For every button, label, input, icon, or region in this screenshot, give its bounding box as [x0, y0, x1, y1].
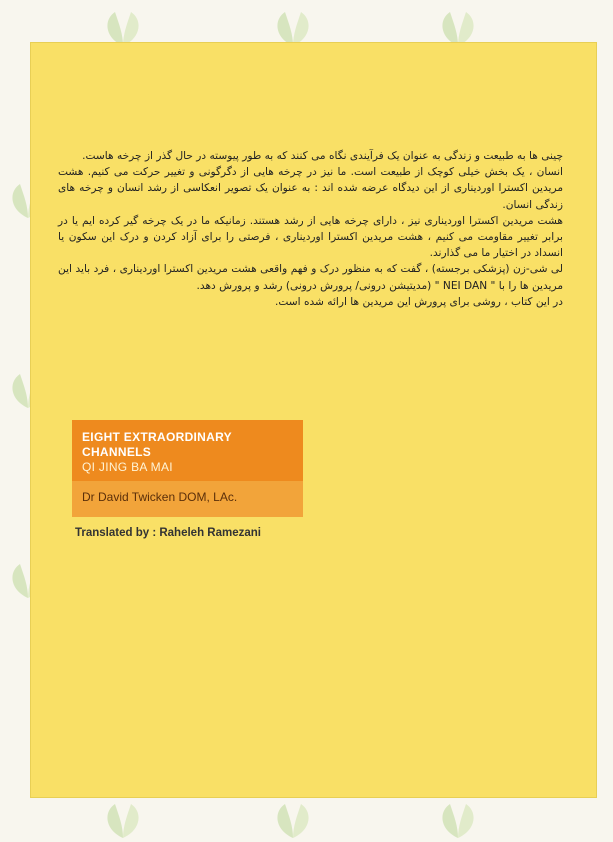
- author-name: Dr David Twicken DOM, LAc.: [82, 490, 238, 504]
- translator-credit: Translated by : Raheleh Ramezani: [75, 527, 261, 539]
- leaf-logo-icon: [95, 800, 151, 840]
- paragraph-2: انسان ، یک بخش خیلی کوچک از طبیعت است. ما نیز در چرخه هایی از دگرگونی و تغییر حرکت می کنیم. هشت مریدین اکسترا اوردیناری از این دیدگاه عرضه شده اند : به عنوان یک تصویر انعکاسی از رشد انسان و چرخه های زندگی انسان.: [58, 166, 563, 211]
- paragraph-5: در این کتاب ، روشی برای پرورش این مریدین ها ارائه شده است.: [274, 295, 563, 308]
- book-title-line-1: EIGHT EXTRAORDINARY: [82, 430, 232, 444]
- leaf-logo-icon: [265, 800, 321, 840]
- paragraph-4: لی شی-زن (پزشکی برجسته) ، گفت که به منظور درک و فهم واقعی هشت مریدین اکسترا اوردیناری ، فرد باید این مریدین ها را با " NEI DAN " (مدیتیشن درونی/ پرورش درونی) رشد و پرورش دهد.: [58, 263, 563, 292]
- title-box: [72, 420, 303, 517]
- book-title-line-2: CHANNELS: [82, 445, 152, 459]
- persian-body-text: [58, 148, 563, 310]
- paragraph-3: هشت مریدین اکسترا اوردیناری نیز ، دارای چرخه هایی از رشد هستند. زمانیکه ما در یک چرخه گیر کرده ایم یا در برابر تغییر مقاومت می کنیم ، هشت مریدین اکسترا اوردیناری ، فرصتی را برای آزاد کردن و درک این سکون یا انسداد در اختیار ما می گذارند.: [58, 214, 563, 260]
- paragraph-1: چینی ها به طبیعت و زندگی به عنوان یک فرآیندی نگاه می کنند که به طور پیوسته در حال گذر از چرخه هاست.: [82, 150, 563, 162]
- leaf-logo-icon: [430, 800, 486, 840]
- book-title-line-3: QI JING BA MAI: [82, 460, 173, 474]
- title-box-top: [72, 420, 303, 481]
